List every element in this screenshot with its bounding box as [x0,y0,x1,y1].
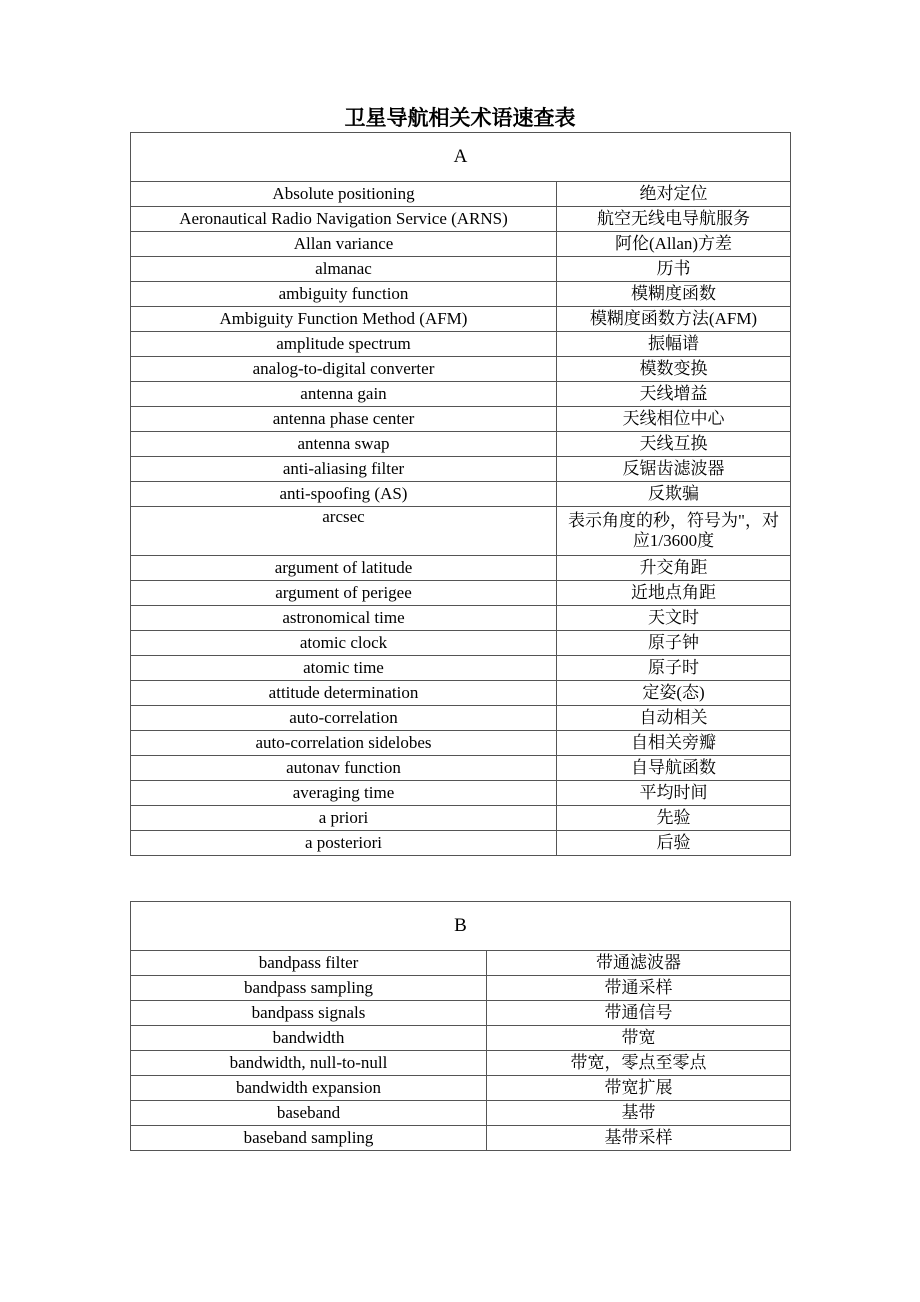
page-title: 卫星导航相关术语速查表 [344,106,576,130]
term-english: baseband sampling [131,1126,487,1151]
term-chinese: 带宽，零点至零点 [487,1051,791,1076]
term-english: baseband [131,1101,487,1126]
term-chinese: 天线相位中心 [557,407,791,432]
term-english: bandwidth, null-to-null [131,1051,487,1076]
table-row [131,432,791,457]
term-english: bandpass sampling [131,976,487,1001]
table-row [131,482,791,507]
term-chinese: 带通信号 [487,1001,791,1026]
table-row [131,1076,791,1101]
term-english: Aeronautical Radio Navigation Service (ARNS) [131,207,557,232]
table-row [131,1026,791,1051]
term-chinese: 基带采样 [487,1126,791,1151]
term-english: auto-correlation [131,706,557,731]
term-english: antenna swap [131,432,557,457]
term-english: bandpass signals [131,1001,487,1026]
term-chinese: 带宽 [487,1026,791,1051]
table-row [131,307,791,332]
table-row [131,756,791,781]
term-chinese: 原子钟 [557,631,791,656]
table-row [131,806,791,831]
table-row [131,457,791,482]
term-english: astronomical time [131,606,557,631]
term-english: almanac [131,257,557,282]
term-english: a posteriori [131,831,557,856]
term-english: argument of perigee [131,581,557,606]
table-row [131,207,791,232]
term-chinese: 反欺骗 [557,482,791,507]
term-english: ambiguity function [131,282,557,307]
term-chinese: 平均时间 [557,781,791,806]
term-chinese: 定姿(态) [557,681,791,706]
table-row [131,407,791,432]
table-row [131,951,791,976]
table-row [131,781,791,806]
term-english: atomic time [131,656,557,681]
term-english: Allan variance [131,232,557,257]
table-row [131,357,791,382]
term-chinese: 振幅谱 [557,332,791,357]
term-english: attitude determination [131,681,557,706]
term-chinese: 模数变换 [557,357,791,382]
table-row [131,631,791,656]
table-row [131,282,791,307]
term-chinese: 后验 [557,831,791,856]
term-english: bandwidth expansion [131,1076,487,1101]
table-row [131,182,791,207]
glossary-table-a [130,132,791,856]
term-english: amplitude spectrum [131,332,557,357]
table-row [131,1126,791,1151]
term-chinese: 天线互换 [557,432,791,457]
table-row [131,656,791,681]
term-english: auto-correlation sidelobes [131,731,557,756]
term-english: bandwidth [131,1026,487,1051]
term-chinese: 绝对定位 [557,182,791,207]
term-english: Absolute positioning [131,182,557,207]
table-row [131,681,791,706]
term-chinese: 带通滤波器 [487,951,791,976]
section-header-row [131,902,791,951]
term-chinese: 带通采样 [487,976,791,1001]
table-row [131,332,791,357]
table-row [131,731,791,756]
term-english: anti-spoofing (AS) [131,482,557,507]
table-row [131,606,791,631]
table-row [131,1101,791,1126]
term-chinese: 天文时 [557,606,791,631]
term-english: atomic clock [131,631,557,656]
section-letter: A [131,133,791,182]
term-chinese: 自动相关 [557,706,791,731]
table-row [131,1001,791,1026]
term-chinese: 近地点角距 [557,581,791,606]
term-chinese: 历书 [557,257,791,282]
term-english: argument of latitude [131,556,557,581]
term-english: arcsec [131,507,557,556]
table-row [131,1051,791,1076]
term-english: anti-aliasing filter [131,457,557,482]
term-chinese: 自相关旁瓣 [557,731,791,756]
term-chinese: 模糊度函数 [557,282,791,307]
table-row [131,382,791,407]
term-chinese: 基带 [487,1101,791,1126]
term-chinese: 天线增益 [557,382,791,407]
table-row [131,706,791,731]
term-chinese: 升交角距 [557,556,791,581]
table-row [131,976,791,1001]
term-english: antenna phase center [131,407,557,432]
term-chinese: 原子时 [557,656,791,681]
glossary-table-b [130,901,791,1151]
term-english: a priori [131,806,557,831]
term-chinese: 自导航函数 [557,756,791,781]
term-chinese: 带宽扩展 [487,1076,791,1101]
table-row [131,232,791,257]
term-chinese: 先验 [557,806,791,831]
table-row [131,831,791,856]
table-row [131,257,791,282]
table-row [131,581,791,606]
term-chinese: 航空无线电导航服务 [557,207,791,232]
table-row [131,507,791,556]
section-letter: B [131,902,791,951]
term-chinese: 模糊度函数方法(AFM) [557,307,791,332]
term-chinese: 阿伦(Allan)方差 [557,232,791,257]
term-english: averaging time [131,781,557,806]
term-english: autonav function [131,756,557,781]
table-row [131,556,791,581]
term-english: analog-to-digital converter [131,357,557,382]
term-english: antenna gain [131,382,557,407]
term-english: bandpass filter [131,951,487,976]
term-chinese: 反锯齿滤波器 [557,457,791,482]
term-english: Ambiguity Function Method (AFM) [131,307,557,332]
section-header-row [131,133,791,182]
term-chinese: 表示角度的秒，符号为"，对应1/3600度 [557,507,791,556]
